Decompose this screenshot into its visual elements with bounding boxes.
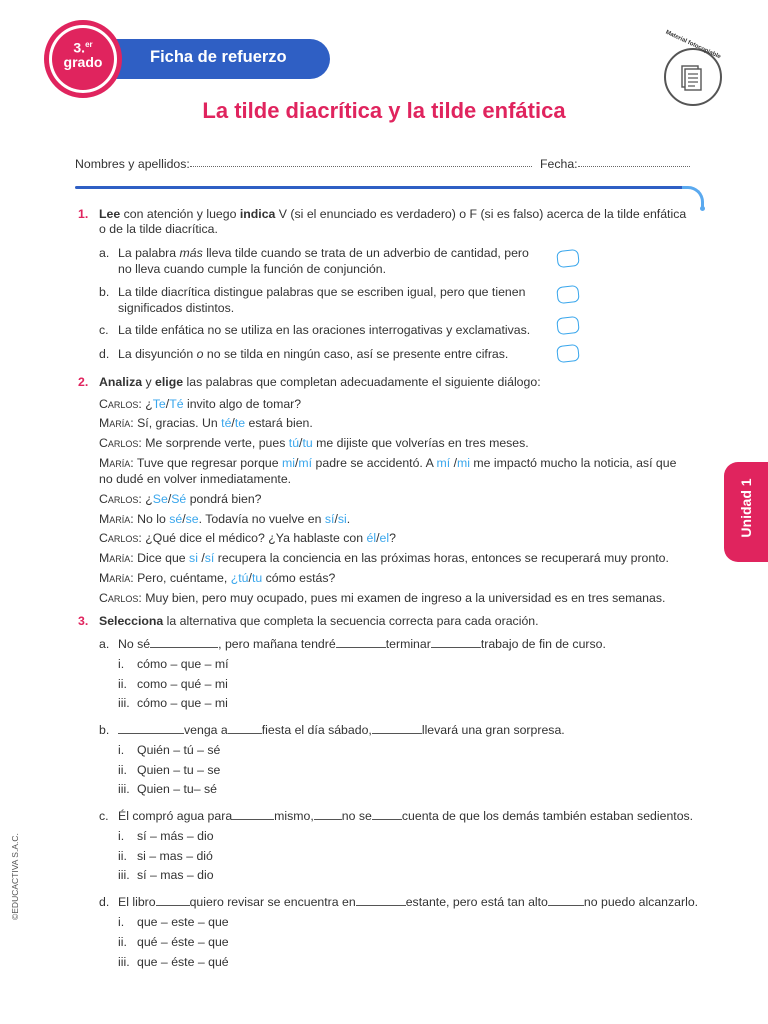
grade-superscript: er — [85, 40, 93, 49]
q3-item-letter: d. — [99, 895, 110, 909]
grade-badge — [52, 28, 114, 90]
dialogue-text: ? — [389, 531, 396, 545]
speaker-name: María — [99, 551, 131, 565]
dialogue-text: : Pero, cuéntame, — [130, 571, 231, 585]
dialogue-text: me impactó mucho la noticia, así que — [470, 456, 677, 470]
option-number: ii. — [118, 763, 127, 777]
grade-word: grado — [63, 54, 103, 70]
speaker-name: Carlos — [99, 397, 139, 411]
dialogue-text: : Tuve que regresar porque — [130, 456, 283, 470]
word-option[interactable]: ¿tú — [230, 571, 249, 585]
speaker-name: Carlos — [99, 492, 139, 506]
date-field[interactable] — [578, 166, 690, 167]
blank-field[interactable] — [228, 723, 262, 734]
divider — [75, 186, 685, 189]
dialogue-text: : ¿ — [138, 397, 153, 411]
q3-sentence — [118, 637, 606, 652]
dialogue-line — [99, 416, 313, 431]
blank-field[interactable] — [314, 809, 342, 820]
dialogue-text: / — [197, 551, 205, 565]
dialogue-line — [99, 512, 350, 527]
option-number: iii. — [118, 696, 130, 710]
word-option[interactable]: mí — [436, 456, 451, 470]
blank-field[interactable] — [548, 895, 584, 906]
dialogue-text: estará bien. — [245, 416, 313, 430]
dialogue-line — [99, 397, 301, 412]
dialogue-text: / — [182, 512, 186, 526]
speaker-name: Carlos — [99, 591, 139, 605]
dialogue-text: . Todavía no vuelve en — [198, 512, 325, 526]
dialogue-text: / — [165, 397, 170, 411]
dialogue-text: : Me sorprende verte, pues — [138, 436, 289, 450]
word-option[interactable]: mí — [298, 456, 313, 470]
dialogue-text: : ¿ — [138, 492, 153, 506]
option-number: ii. — [118, 677, 127, 691]
dialogue-text: : ¿Qué dice el médico? ¿Ya hablaste con — [138, 531, 367, 545]
header-label: Ficha de refuerzo — [150, 48, 287, 66]
dialogue-text: pondrá bien? — [186, 492, 262, 506]
sentence-text: quiero revisar se encuentra en — [189, 895, 356, 909]
speaker-name: Carlos — [99, 436, 139, 450]
dialogue-text: / — [167, 492, 172, 506]
blank-field[interactable] — [372, 809, 402, 820]
dialogue-line — [99, 436, 529, 451]
dialogue-text: / — [376, 531, 380, 545]
sentence-text: terminar — [385, 637, 431, 651]
sentence-text: no se — [341, 809, 372, 823]
speaker-name: María — [99, 456, 131, 470]
names-label: Nombres y apellidos: — [75, 157, 190, 171]
option-number: iii. — [118, 868, 130, 882]
q1-item-text: La disyunción o no se tilda en ningún caso, así se presente entre cifras. — [118, 347, 509, 361]
option-number: iii. — [118, 782, 130, 796]
q1-item-text: La tilde enfática no se utiliza en las oraciones interrogativas y exclamativas. — [118, 323, 531, 337]
sentence-text: trabajo de fin de curso. — [480, 637, 606, 651]
answer-box-d[interactable] — [556, 344, 580, 363]
blank-field[interactable] — [372, 723, 422, 734]
page-title: La tilde diacrítica y la tilde enfática — [202, 98, 566, 123]
q3-item-letter: b. — [99, 723, 110, 737]
word-option[interactable]: mi — [282, 456, 295, 470]
sentence-text: fiesta el día sábado, — [261, 723, 372, 737]
dialogue-text: : No lo — [130, 512, 170, 526]
word-option[interactable]: té — [221, 416, 232, 430]
option-text[interactable]: cómo – que – mi — [137, 696, 228, 710]
speaker-name: María — [99, 512, 131, 526]
dialogue-text: : Sí, gracias. Un — [130, 416, 222, 430]
dialogue-text: . — [346, 512, 351, 526]
q3-sentence — [118, 895, 698, 910]
sentence-text: estante, pero está tan alto — [405, 895, 548, 909]
dialogue-line — [99, 456, 676, 471]
option-number: iii. — [118, 955, 130, 969]
word-option[interactable]: tu — [302, 436, 313, 450]
q3-instruction: Selecciona la alternativa que completa la secuencia correcta para cada oración. — [99, 614, 539, 628]
blank-field[interactable] — [431, 637, 481, 648]
document-icon — [676, 62, 706, 92]
q1-item-letter: a. — [99, 246, 110, 260]
word-option[interactable]: Té — [169, 397, 184, 411]
sentence-text: El libro — [118, 895, 156, 909]
dialogue-text: / — [450, 456, 458, 470]
answer-box-b[interactable] — [556, 285, 580, 304]
word-option[interactable]: te — [234, 416, 246, 430]
dialogue-text: / — [231, 416, 235, 430]
dialogue-text: : Muy bien, pero muy ocupado, pues mi examen de ingreso a la universidad es en tres semanas. — [138, 591, 666, 605]
q1-item-text: significados distintos. — [118, 301, 235, 315]
dialogue-text: no dudé en volver inmediatamente. — [99, 472, 292, 486]
grade-number: 3. — [73, 39, 86, 56]
option-number: i. — [118, 829, 125, 843]
option-text[interactable]: Quién – tú – sé — [137, 743, 221, 757]
option-text[interactable]: como – qué – mi — [137, 677, 228, 691]
dialogue-line — [99, 492, 262, 507]
q2-instruction: Analiza y elige las palabras que completan adecuadamente el siguiente diálogo: — [99, 375, 541, 389]
word-option[interactable]: Te — [152, 397, 166, 411]
dialogue-text: invito algo de tomar? — [183, 397, 302, 411]
date-label: Fecha: — [540, 157, 578, 171]
word-option[interactable]: se — [185, 512, 199, 526]
word-option[interactable]: el — [379, 531, 390, 545]
q3-number: 3. — [78, 614, 89, 628]
q1-item-text: no lleva cuando cumple la función de conjunción. — [118, 262, 386, 276]
sentence-text: no puedo alcanzarlo. — [583, 895, 699, 909]
option-number: ii. — [118, 849, 127, 863]
word-option[interactable]: sí — [204, 551, 215, 565]
option-number: i. — [118, 743, 125, 757]
dialogue-text: padre se accidentó. A — [312, 456, 437, 470]
divider-dot — [700, 206, 705, 211]
dialogue-line — [99, 571, 335, 586]
q3-sentence — [118, 809, 693, 824]
option-text[interactable]: sí – mas – dio — [137, 868, 214, 882]
dialogue-line — [99, 591, 665, 606]
word-option[interactable]: Se — [152, 492, 168, 506]
blank-field[interactable] — [156, 895, 190, 906]
answer-box-c[interactable] — [556, 316, 580, 335]
blank-field[interactable] — [336, 637, 386, 648]
q1-item-text: La palabra más lleva tilde cuando se trata de un adverbio de cantidad, pero — [118, 246, 529, 260]
copyright: ©EDUCACTIVA S.A.C. — [10, 833, 20, 920]
q2-number: 2. — [78, 375, 89, 389]
option-text[interactable]: qué – éste – que — [137, 935, 229, 949]
word-option[interactable]: si — [189, 551, 198, 565]
q3-sentence — [118, 723, 565, 738]
q1-item-letter: c. — [99, 323, 109, 337]
speaker-name: Carlos — [99, 531, 139, 545]
word-option[interactable]: tú — [288, 436, 300, 450]
option-text[interactable]: Quien – tu– sé — [137, 782, 217, 796]
blank-field[interactable] — [118, 723, 184, 734]
word-option[interactable]: Sé — [171, 492, 187, 506]
dialogue-text: : Dice que — [130, 551, 190, 565]
dialogue-line — [99, 531, 396, 546]
dialogue-text: / — [248, 571, 252, 585]
q1-number: 1. — [78, 207, 89, 221]
divider-cap — [682, 186, 704, 208]
q1-item-text: La tilde diacrítica distingue palabras que se escriben igual, pero que tienen — [118, 285, 526, 299]
word-option[interactable]: él — [366, 531, 377, 545]
option-text[interactable]: si – mas – dió — [137, 849, 213, 863]
sentence-text: mismo, — [274, 809, 314, 823]
blank-field[interactable] — [150, 637, 218, 648]
blank-field[interactable] — [356, 895, 406, 906]
q1-instruction-line2: o de la tilde diacrítica. — [99, 222, 218, 236]
q3-item-letter: c. — [99, 809, 109, 823]
option-text[interactable]: Quien – tu – se — [137, 763, 221, 777]
dialogue-line — [99, 472, 291, 487]
answer-box-a[interactable] — [556, 249, 580, 268]
option-text[interactable]: que – éste – qué — [137, 955, 229, 969]
badge-text: Material fotocopiable — [664, 29, 722, 61]
sentence-text: venga a — [184, 723, 228, 737]
word-option[interactable]: sé — [169, 512, 183, 526]
dialogue-text: / — [299, 436, 303, 450]
speaker-name: María — [99, 416, 131, 430]
speaker-name: María — [99, 571, 131, 585]
q1-item-letter: d. — [99, 347, 110, 361]
blank-field[interactable] — [232, 809, 274, 820]
option-text[interactable]: que – este – que — [137, 915, 229, 929]
sentence-text: No sé — [118, 637, 151, 651]
word-option[interactable]: tu — [251, 571, 263, 585]
word-option[interactable]: mi — [457, 456, 471, 470]
q1-instruction: Lee con atención y luego indica V (si el enunciado es verdadero) o F (si es falso) acerca de la tilde enfática — [99, 207, 687, 221]
word-option[interactable]: sí — [324, 512, 335, 526]
option-number: i. — [118, 915, 125, 929]
dialogue-text: cómo estás? — [262, 571, 336, 585]
dialogue-text: me dijiste que volverías en tres meses. — [312, 436, 529, 450]
word-option[interactable]: si — [337, 512, 347, 526]
q3-item-letter: a. — [99, 637, 110, 651]
names-field[interactable] — [190, 166, 532, 167]
option-text[interactable]: cómo – que – mí — [137, 657, 229, 671]
sentence-text: cuenta de que los demás también estaban sedientos. — [401, 809, 694, 823]
q1-item-letter: b. — [99, 285, 110, 299]
option-number: i. — [118, 657, 125, 671]
sentence-text: Él compró agua para — [118, 809, 233, 823]
dialogue-text: / — [295, 456, 299, 470]
sentence-text: llevará una gran sorpresa. — [421, 723, 565, 737]
unit-tab-label: Unidad 1 — [738, 478, 754, 538]
option-text[interactable]: sí – más – dio — [137, 829, 214, 843]
dialogue-text: / — [334, 512, 338, 526]
sentence-text: , pero mañana tendré — [218, 637, 336, 651]
option-number: ii. — [118, 935, 127, 949]
dialogue-line — [99, 551, 669, 566]
dialogue-text: recupera la conciencia en las próximas horas, entonces se recuperará muy pronto. — [214, 551, 669, 565]
